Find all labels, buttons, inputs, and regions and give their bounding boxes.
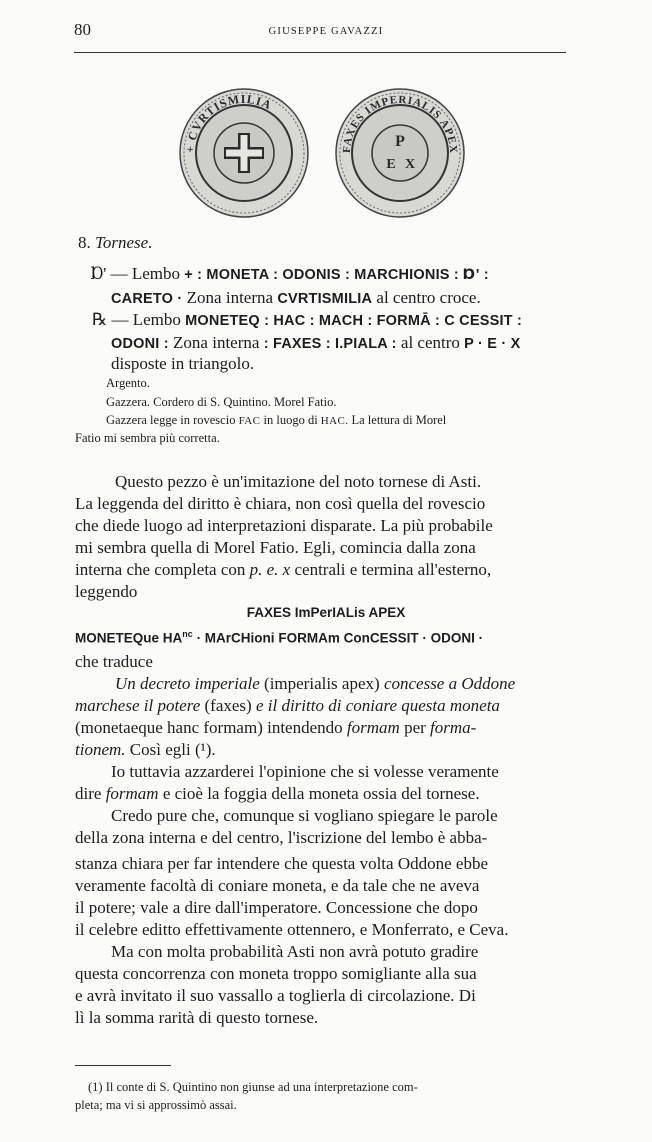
note-line-2: Fatio mi sembra più corretta. (75, 431, 220, 445)
body-line (115, 674, 515, 694)
body-line: leggendo (75, 582, 138, 601)
entry-heading (78, 233, 152, 253)
text-span: HAC. (320, 415, 349, 427)
text-span: · MArCHioni (196, 630, 275, 646)
body-line (75, 718, 476, 738)
text-span: ConCESSIT · ODONI · (343, 630, 484, 646)
obverse-line-1 (90, 264, 489, 284)
text-span: (faxes) (204, 696, 252, 715)
superscript: nc (182, 629, 193, 639)
text-span: FAC (238, 415, 261, 427)
text-span: marchese il potere (75, 696, 201, 715)
text-span: (imperialis apex) (264, 674, 380, 693)
reverse-legend-end: ODONI : (111, 336, 169, 352)
text-span: APEX (368, 605, 406, 620)
body-line: stanza chiara per far intendere che questa volta Oddone ebbe (75, 854, 488, 873)
reverse-center: P · E · X (464, 336, 521, 352)
body-line (75, 560, 491, 580)
text-span: e cioè la foggia della moneta ossia del tornese. (162, 784, 480, 803)
text-span: HA (162, 630, 183, 646)
entry-number: 8. (78, 233, 91, 252)
text-span: al centro (400, 333, 460, 352)
text-span: ImPerIALis (294, 605, 366, 620)
body-line (75, 740, 216, 760)
text-span: formam (105, 784, 159, 803)
obverse-line-2 (111, 288, 481, 308)
body-line: Ma con molta probabilità Asti non avrà potuto gradire (111, 942, 479, 961)
text-span: Gazzera legge in rovescio (106, 413, 236, 427)
obverse-legend-end: CARETO · (111, 291, 183, 307)
body-line: veramente facoltà di coniare moneta, e da tale che ne aveva (75, 876, 480, 895)
obverse-inner-zone: CVRTISMILIA (277, 291, 373, 307)
body-line: Credo pure che, comunque si vogliano spiegare le parole (111, 806, 498, 825)
text-span: dire (75, 784, 102, 803)
svg-text:X: X (404, 157, 416, 172)
text-span: Così egli (¹). (129, 740, 216, 759)
legend-reading-1 (0, 605, 652, 620)
text-span: forma- (430, 718, 477, 737)
text-span: Un decreto imperiale (115, 674, 260, 693)
text-span: La lettura di Morel (351, 413, 447, 427)
coin-illustration (172, 86, 472, 220)
body-line: lì la somma rarità di questo tornese. (75, 1008, 319, 1027)
body-line: questa concorrenza con moneta troppo somigliante alla sua (75, 964, 477, 983)
metal: Argento. (106, 376, 150, 390)
text-span: FORMAm (278, 630, 340, 646)
body-line: che traduce (75, 652, 153, 671)
reverse-inner-legend: FAXES IMPERIALIS APEX (340, 93, 460, 155)
body-line: Io tuttavia azzarderei l'opinione che si volesse veramente (111, 762, 499, 781)
reverse-line-1 (92, 310, 522, 330)
references: Gazzera. Cordero di S. Quintino. Morel Fatio. (106, 395, 337, 409)
text-span: per (404, 718, 426, 737)
body-line: e avrà invitato il suo vassallo a toglierla di circolazione. Di (75, 986, 476, 1005)
footnote-line-2: pleta; ma vi si approssimò assai. (75, 1098, 237, 1112)
reverse-inner-zone: : FAXES : I.PIALA : (263, 336, 397, 352)
text-span: p. e. x (249, 560, 291, 579)
body-line (75, 784, 480, 804)
text-span: Zona interna (173, 333, 260, 352)
reverse-line-3: disposte in triangolo. (111, 354, 255, 373)
reverse-coin (336, 89, 464, 217)
text-span: e il diritto di coniare questa moneta (255, 696, 500, 715)
text-span: Zona interna (186, 288, 274, 307)
text-span: interna che completa con (75, 560, 246, 579)
body-line: della zona interna e del centro, l'iscrizione del lembo è abba- (75, 828, 488, 847)
obverse-coin (180, 89, 308, 217)
text-span: MONETEQue (75, 630, 160, 646)
reverse-line-2 (111, 333, 520, 353)
text-span: al centro croce. (376, 288, 481, 307)
svg-text:P: P (395, 133, 405, 150)
body-line: La leggenda del diritto è chiara, non così quella del rovescio (75, 494, 486, 513)
text-span: formam (346, 718, 400, 737)
obverse-symbol: Ɒ' — (90, 264, 128, 283)
entry-title: Tornese. (95, 233, 153, 252)
body-line: il potere; vale a dire dall'imperatore. Concessione che dopo (75, 898, 478, 917)
text-span: FAXES (246, 605, 291, 620)
body-line: Questo pezzo è un'imitazione del noto tornese di Asti. (115, 472, 482, 491)
text-span: tionem. (75, 740, 126, 759)
svg-text:E: E (386, 157, 396, 172)
legend-reading-2 (75, 629, 483, 646)
body-line: mi sembra quella di Morel Fatio. Egli, comincia dalla zona (75, 538, 476, 557)
body-line: il celebre editto effettivamente ottennero, e Monferrato, e Ceva. (75, 920, 509, 939)
text-span: in luogo di (263, 413, 318, 427)
footnote-rule (75, 1065, 171, 1066)
reverse-symbol: ℞ — (92, 310, 129, 329)
text-span: Lembo (131, 264, 181, 283)
header-rule (74, 52, 566, 53)
obverse-inner-legend: + CVRTISMILIA (182, 91, 275, 154)
footnote-line-1: (1) Il conte di S. Quintino non giunse ad una interpretazione com- (88, 1080, 418, 1094)
text-span: centrali e termina all'esterno, (294, 560, 492, 579)
obverse-legend: + : MONETA : ODONIS : MARCHIONIS : Ɒ' : (184, 267, 489, 283)
reverse-legend: MONETEQ : HAC : MACH : FORMĀ : C CESSIT : (185, 313, 522, 329)
note-line-1 (106, 413, 446, 428)
page-number: 80 (74, 20, 91, 39)
body-line: che diede luogo ad interpretazioni disparate. La più probabile (75, 516, 493, 535)
text-span: (monetaeque hanc formam) intendendo (75, 718, 343, 737)
text-span: concesse a Oddone (383, 674, 516, 693)
text-span: Lembo (132, 310, 181, 329)
body-line (75, 696, 500, 716)
running-title: GIUSEPPE GAVAZZI (268, 26, 384, 37)
